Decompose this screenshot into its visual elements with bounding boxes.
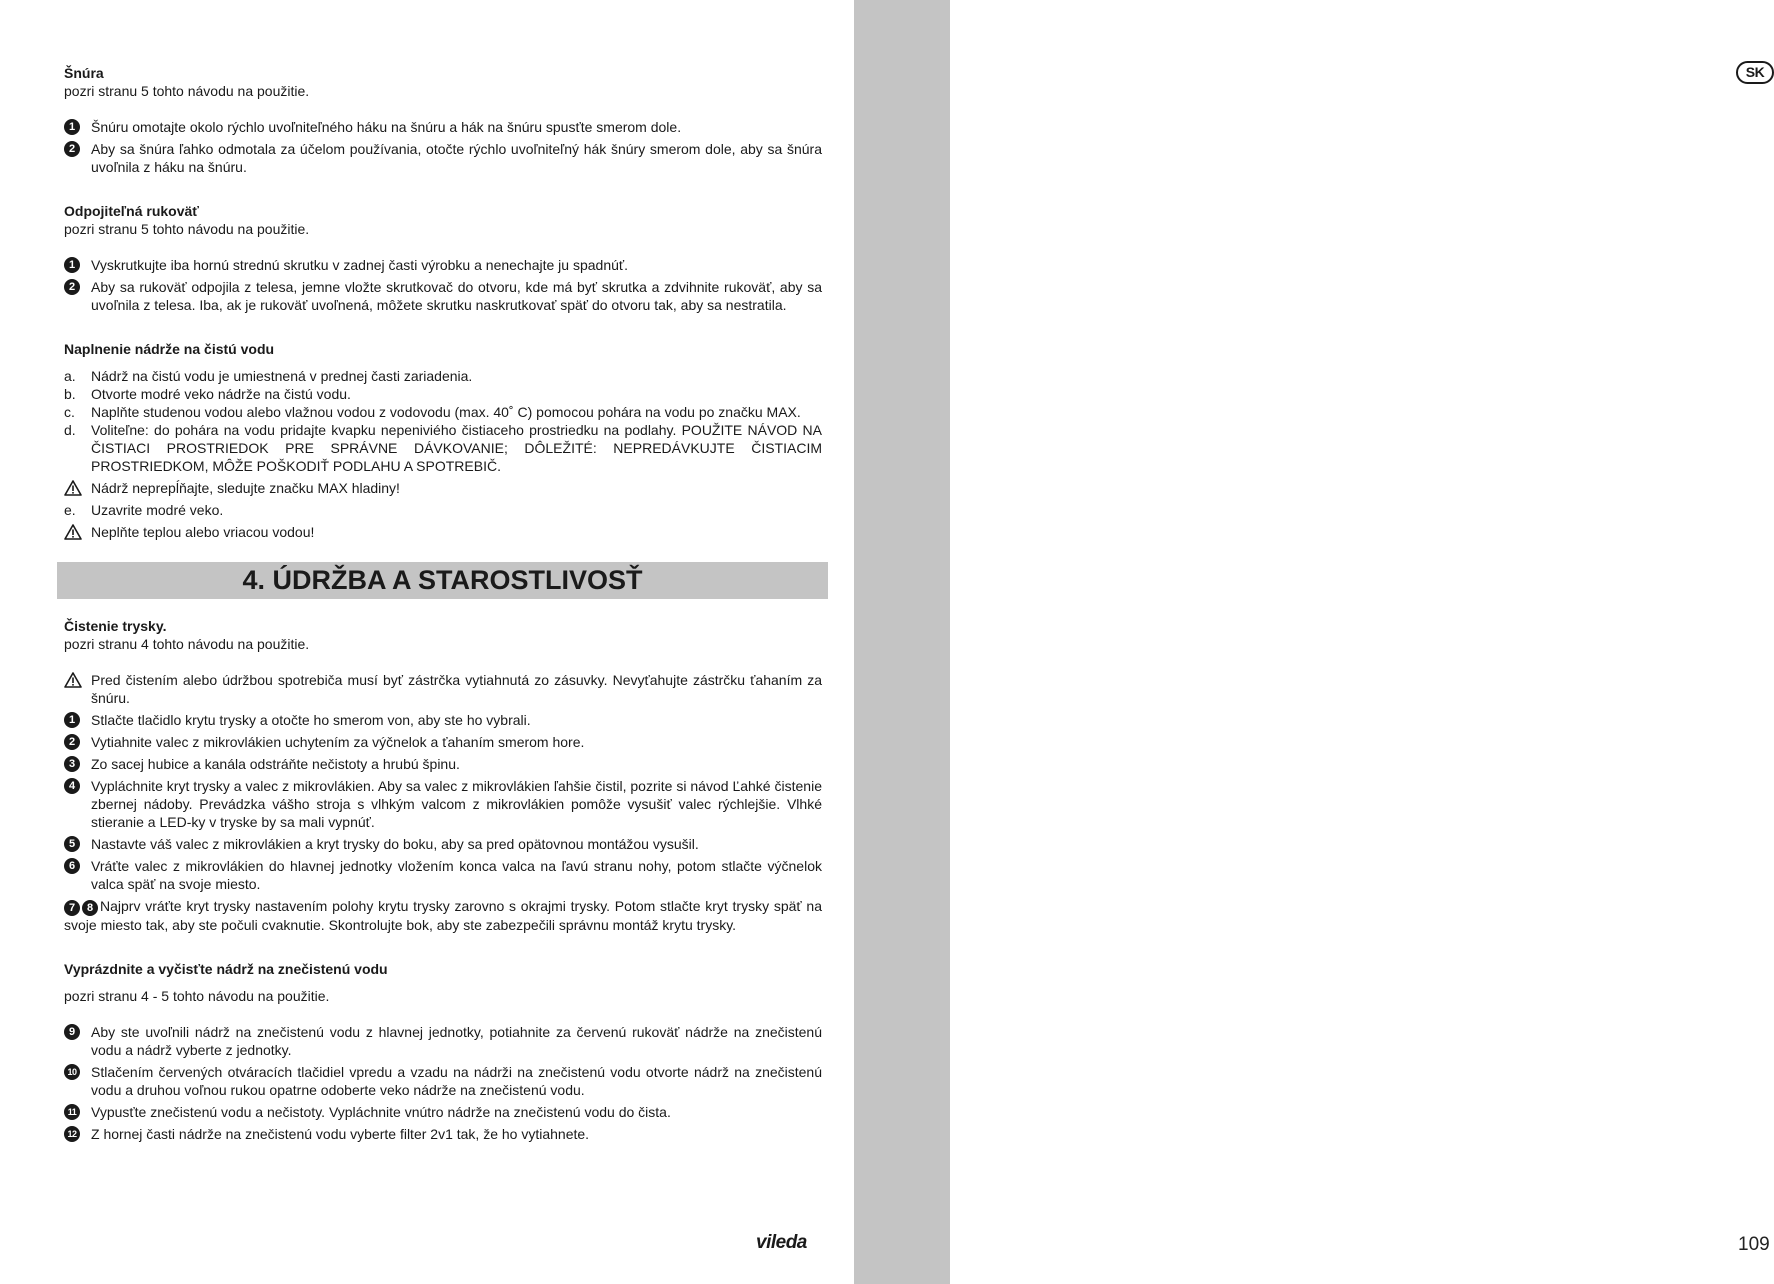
step-number-icon: 5 bbox=[64, 836, 80, 852]
list-letter: e. bbox=[64, 502, 76, 518]
tank-step-a bbox=[64, 367, 822, 385]
step-text: Naplňte studenou vodou alebo vlažnou vodou z vodovodu (max. 40˚ C) pomocou pohára na vodu po značku MAX. bbox=[91, 404, 801, 420]
section-title: 4. ÚDRŽBA A STAROSTLIVOSŤ bbox=[57, 562, 828, 599]
warning-icon bbox=[64, 524, 82, 540]
step-text: Aby ste uvoľnili nádrž na znečistenú vodu z hlavnej jednotky, potiahnite za červenú rukoväť nádrže na znečistenú vodu a nádrž vyberte z jednotky. bbox=[91, 1024, 822, 1058]
step-number-icon: 8 bbox=[82, 900, 98, 916]
nozzle-step bbox=[64, 733, 822, 751]
nozzle-step bbox=[64, 711, 822, 729]
step-number-icon: 1 bbox=[64, 712, 80, 728]
dirty-tank-step bbox=[64, 1125, 822, 1143]
step-number-icon: 3 bbox=[64, 756, 80, 772]
manual-content bbox=[64, 64, 822, 1147]
warning-icon bbox=[64, 672, 82, 688]
nozzle-heading: Čistenie trysky. bbox=[64, 618, 167, 634]
handle-step bbox=[64, 278, 822, 314]
nozzle-step bbox=[64, 777, 822, 831]
step-number-icon: 10 bbox=[64, 1064, 80, 1080]
step-number-icon: 6 bbox=[64, 858, 80, 874]
step-number-icon: 2 bbox=[64, 141, 80, 157]
dirty-tank-step bbox=[64, 1103, 822, 1121]
nozzle-step bbox=[64, 755, 822, 773]
tank-warning bbox=[64, 479, 822, 497]
nozzle-warning bbox=[64, 671, 822, 707]
cord-step bbox=[64, 140, 822, 176]
vileda-logo: vileda bbox=[756, 1232, 807, 1253]
step-text: Nastavte váš valec z mikrovlákien a kryt trysky do boku, aby sa pred opätovnou montážou vysušil. bbox=[91, 836, 699, 852]
step-number-icon: 9 bbox=[64, 1024, 80, 1040]
step-number-icon: 12 bbox=[64, 1126, 80, 1142]
nozzle-step bbox=[64, 857, 822, 893]
step-text: Nádrž na čistú vodu je umiestnená v prednej časti zariadenia. bbox=[91, 368, 473, 384]
cord-heading: Šnúra bbox=[64, 65, 104, 81]
step-text: Najprv vráťte kryt trysky nastavením polohy krytu trysky zarovno s okrajmi trysky. Potom stlačte kryt trysky späť na svoje miesto tak, aby ste počuli cvaknutie. Skontrolujte bok, aby ste zabezpečili správnu montáž krytu trysky. bbox=[64, 898, 822, 933]
warning-text: Nádrž neprepĺňajte, sledujte značku MAX hladiny! bbox=[91, 480, 400, 496]
language-badge: SK bbox=[1736, 61, 1774, 84]
step-number-icon: 1 bbox=[64, 119, 80, 135]
step-text: Zo sacej hubice a kanála odstráňte nečistoty a hrubú špinu. bbox=[91, 756, 460, 772]
step-text: Voliteľne: do pohára na vodu pridajte kvapku nepeniviého čistiaceho prostriedku na podlahy. POUŽITE NÁVOD NA ČISTIACI PROSTRIEDOK PRE SPRÁVNE DÁVKOVANIE; DÔLEŽITÉ: NEPREDÁVKUJTE ČISTIACIM PROSTRIEDKOM, MÔŽE POŠKODIŤ PODLAHU A SPOTREBIČ. bbox=[91, 422, 822, 474]
step-text: Aby sa šnúra ľahko odmotala za účelom používania, otočte rýchlo uvoľniteľný hák šnúry smerom dole, aby sa šnúra uvoľnila z háku na šnúru. bbox=[91, 141, 822, 175]
dirty-tank-step bbox=[64, 1063, 822, 1099]
dirty-tank-step bbox=[64, 1023, 822, 1059]
list-letter: a. bbox=[64, 368, 76, 384]
tank-step-d bbox=[64, 421, 822, 475]
step-text: Otvorte modré veko nádrže na čistú vodu. bbox=[91, 386, 351, 402]
handle-reference: pozri stranu 5 tohto návodu na použitie. bbox=[64, 221, 310, 237]
step-number-icon: 1 bbox=[64, 257, 80, 273]
dirty-tank-heading: Vyprázdnite a vyčisťte nádrž na znečistenú vodu bbox=[64, 961, 388, 977]
step-number-icon: 2 bbox=[64, 734, 80, 750]
warning-icon bbox=[64, 480, 82, 496]
side-bar bbox=[854, 0, 1770, 1284]
step-text: Z hornej časti nádrže na znečistenú vodu vyberte filter 2v1 tak, že ho vytiahnete. bbox=[91, 1126, 590, 1142]
warning-text: Neplňte teplou alebo vriacou vodou! bbox=[91, 524, 315, 540]
tank-warning bbox=[64, 523, 822, 541]
cord-step bbox=[64, 118, 822, 136]
step-text: Šnúru omotajte okolo rýchlo uvoľniteľného háku na šnúru a hák na šnúru spusťte smerom dole. bbox=[91, 119, 682, 135]
nozzle-step bbox=[64, 897, 822, 934]
dirty-tank-reference: pozri stranu 4 - 5 tohto návodu na použitie. bbox=[64, 988, 330, 1004]
step-number-icon: 2 bbox=[64, 279, 80, 295]
handle-step bbox=[64, 256, 822, 274]
tank-heading: Naplnenie nádrže na čistú vodu bbox=[64, 341, 275, 357]
step-text: Vypusťte znečistenú vodu a nečistoty. Vypláchnite vnútro nádrže na znečistenú vodu do čista. bbox=[91, 1104, 671, 1120]
list-letter: d. bbox=[64, 422, 76, 438]
warning-text: Pred čistením alebo údržbou spotrebiča musí byť zástrčka vytiahnutá zo zásuvky. Nevyťahujte zástrčku ťahaním za šnúru. bbox=[91, 672, 822, 706]
step-number-icon: 4 bbox=[64, 778, 80, 794]
step-number-icon: 11 bbox=[64, 1104, 80, 1120]
tank-step-e bbox=[64, 501, 822, 519]
list-letter: b. bbox=[64, 386, 76, 402]
cord-reference: pozri stranu 5 tohto návodu na použitie. bbox=[64, 83, 310, 99]
step-text: Vypláchnite kryt trysky a valec z mikrovlákien. Aby sa valec z mikrovlákien ľahšie čistil, pozrite si návod Ľahké čistenie zbernej nádoby. Prevádzka vášho stroja s vlhkým valcom z mikrovlákien pomôže vysušiť valec rýchlejšie. Vlhké stieranie a LED-ky v tryske by sa mali vypnúť. bbox=[91, 778, 822, 830]
page-number: 109 bbox=[1738, 1234, 1770, 1255]
nozzle-step bbox=[64, 835, 822, 853]
tank-step-c bbox=[64, 403, 822, 421]
tank-step-b bbox=[64, 385, 822, 403]
step-text: Stlačte tlačidlo krytu trysky a otočte ho smerom von, aby ste ho vybrali. bbox=[91, 712, 531, 728]
step-number-icon: 7 bbox=[64, 900, 80, 916]
step-text: Vytiahnite valec z mikrovlákien uchytením za výčnelok a ťahaním smerom hore. bbox=[91, 734, 585, 750]
step-text: Uzavrite modré veko. bbox=[91, 502, 224, 518]
step-numbers bbox=[64, 897, 98, 916]
list-letter: c. bbox=[64, 404, 75, 420]
step-text: Aby sa rukoväť odpojila z telesa, jemne vložte skrutkovač do otvoru, kde má byť skrutka a zdvihnite rukoväť, aby sa uvoľnila z telesa. Iba, ak je rukoväť uvoľnená, môžete skrutku naskrutkovať späť do otvoru tak, aby sa nestratila. bbox=[91, 279, 822, 313]
handle-heading: Odpojiteľná rukoväť bbox=[64, 203, 200, 219]
step-text: Vráťte valec z mikrovlákien do hlavnej jednotky vložením konca valca na ľavú stranu nohy, potom stlačte výčnelok valca späť na svoje miesto. bbox=[91, 858, 822, 892]
step-text: Vyskrutkujte iba hornú strednú skrutku v zadnej časti výrobku a nenechajte ju spadnúť. bbox=[91, 257, 629, 273]
nozzle-reference: pozri stranu 4 tohto návodu na použitie. bbox=[64, 636, 310, 652]
step-text: Stlačením červených otváracích tlačidiel vpredu a vzadu na nádrži na znečistenú vodu otvorte nádrž na znečistenú vodu a druhou voľnou rukou opatrne odoberte veko nádrže na znečistenú vodu. bbox=[91, 1064, 822, 1098]
